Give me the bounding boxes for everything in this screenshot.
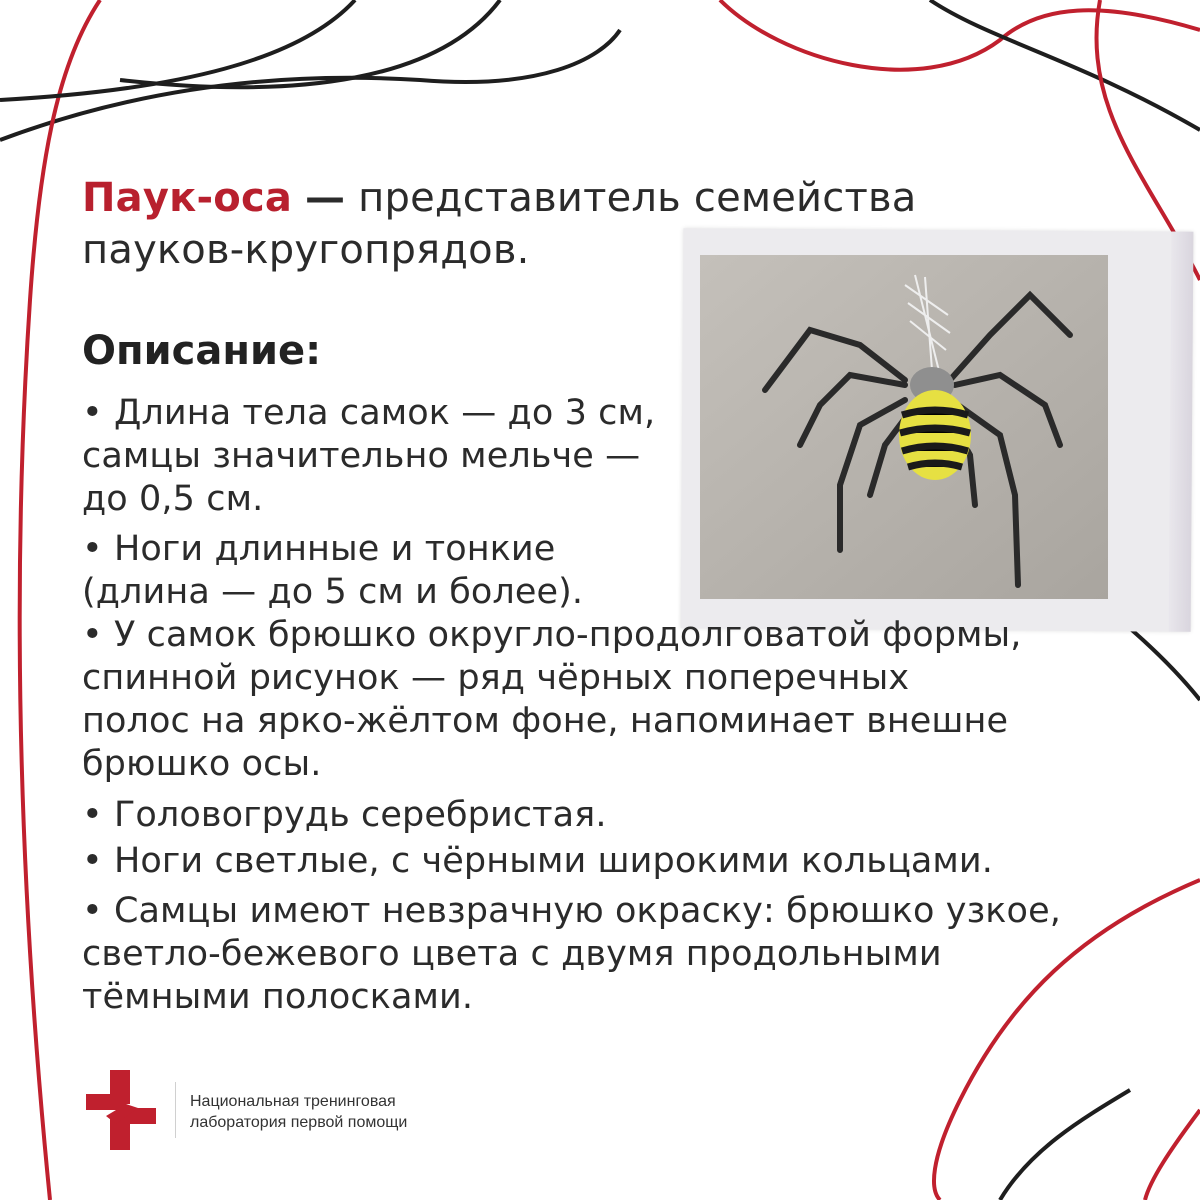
title-dash: — [305, 175, 346, 221]
title-accent: Паук-оса [82, 175, 293, 221]
description-item-legs-color: • Ноги светлые, с чёрными широкими кольцами. [82, 841, 993, 881]
card-side-stripe [1169, 232, 1194, 632]
organization-name [190, 1091, 407, 1133]
organization-line-2: лаборатория первой помощи [190, 1114, 408, 1131]
spider-photo [700, 255, 1108, 599]
description-item-cephalothorax: • Головогрудь серебристая. [82, 795, 607, 835]
organization-line-1: Национальная тренинговая [190, 1093, 396, 1110]
red-cross-logo-icon [82, 1068, 160, 1152]
description-item-males: • Самцы имеют невзрачную окраску: брюшко узкое, светло-бежевого цвета с двумя продольными тёмными полосками. [82, 891, 1061, 1017]
description-heading: Описание: [82, 328, 322, 374]
description-item-body-length: • Длина тела самок — до 3 см, самцы значительно мельче — до 0,5 см. [82, 393, 656, 519]
description-item-abdomen: • У самок брюшко округло-продолговатой формы, спинной рисунок — ряд чёрных поперечных полос на ярко-жёлтом фоне, напоминает внешне брюшко осы. [82, 615, 1022, 784]
footer-divider [175, 1082, 176, 1138]
title-rest: представитель семейства пауков-кругопрядов. [82, 175, 917, 273]
description-item-legs-length: • Ноги длинные и тонкие (длина — до 5 см и более). [82, 529, 584, 612]
